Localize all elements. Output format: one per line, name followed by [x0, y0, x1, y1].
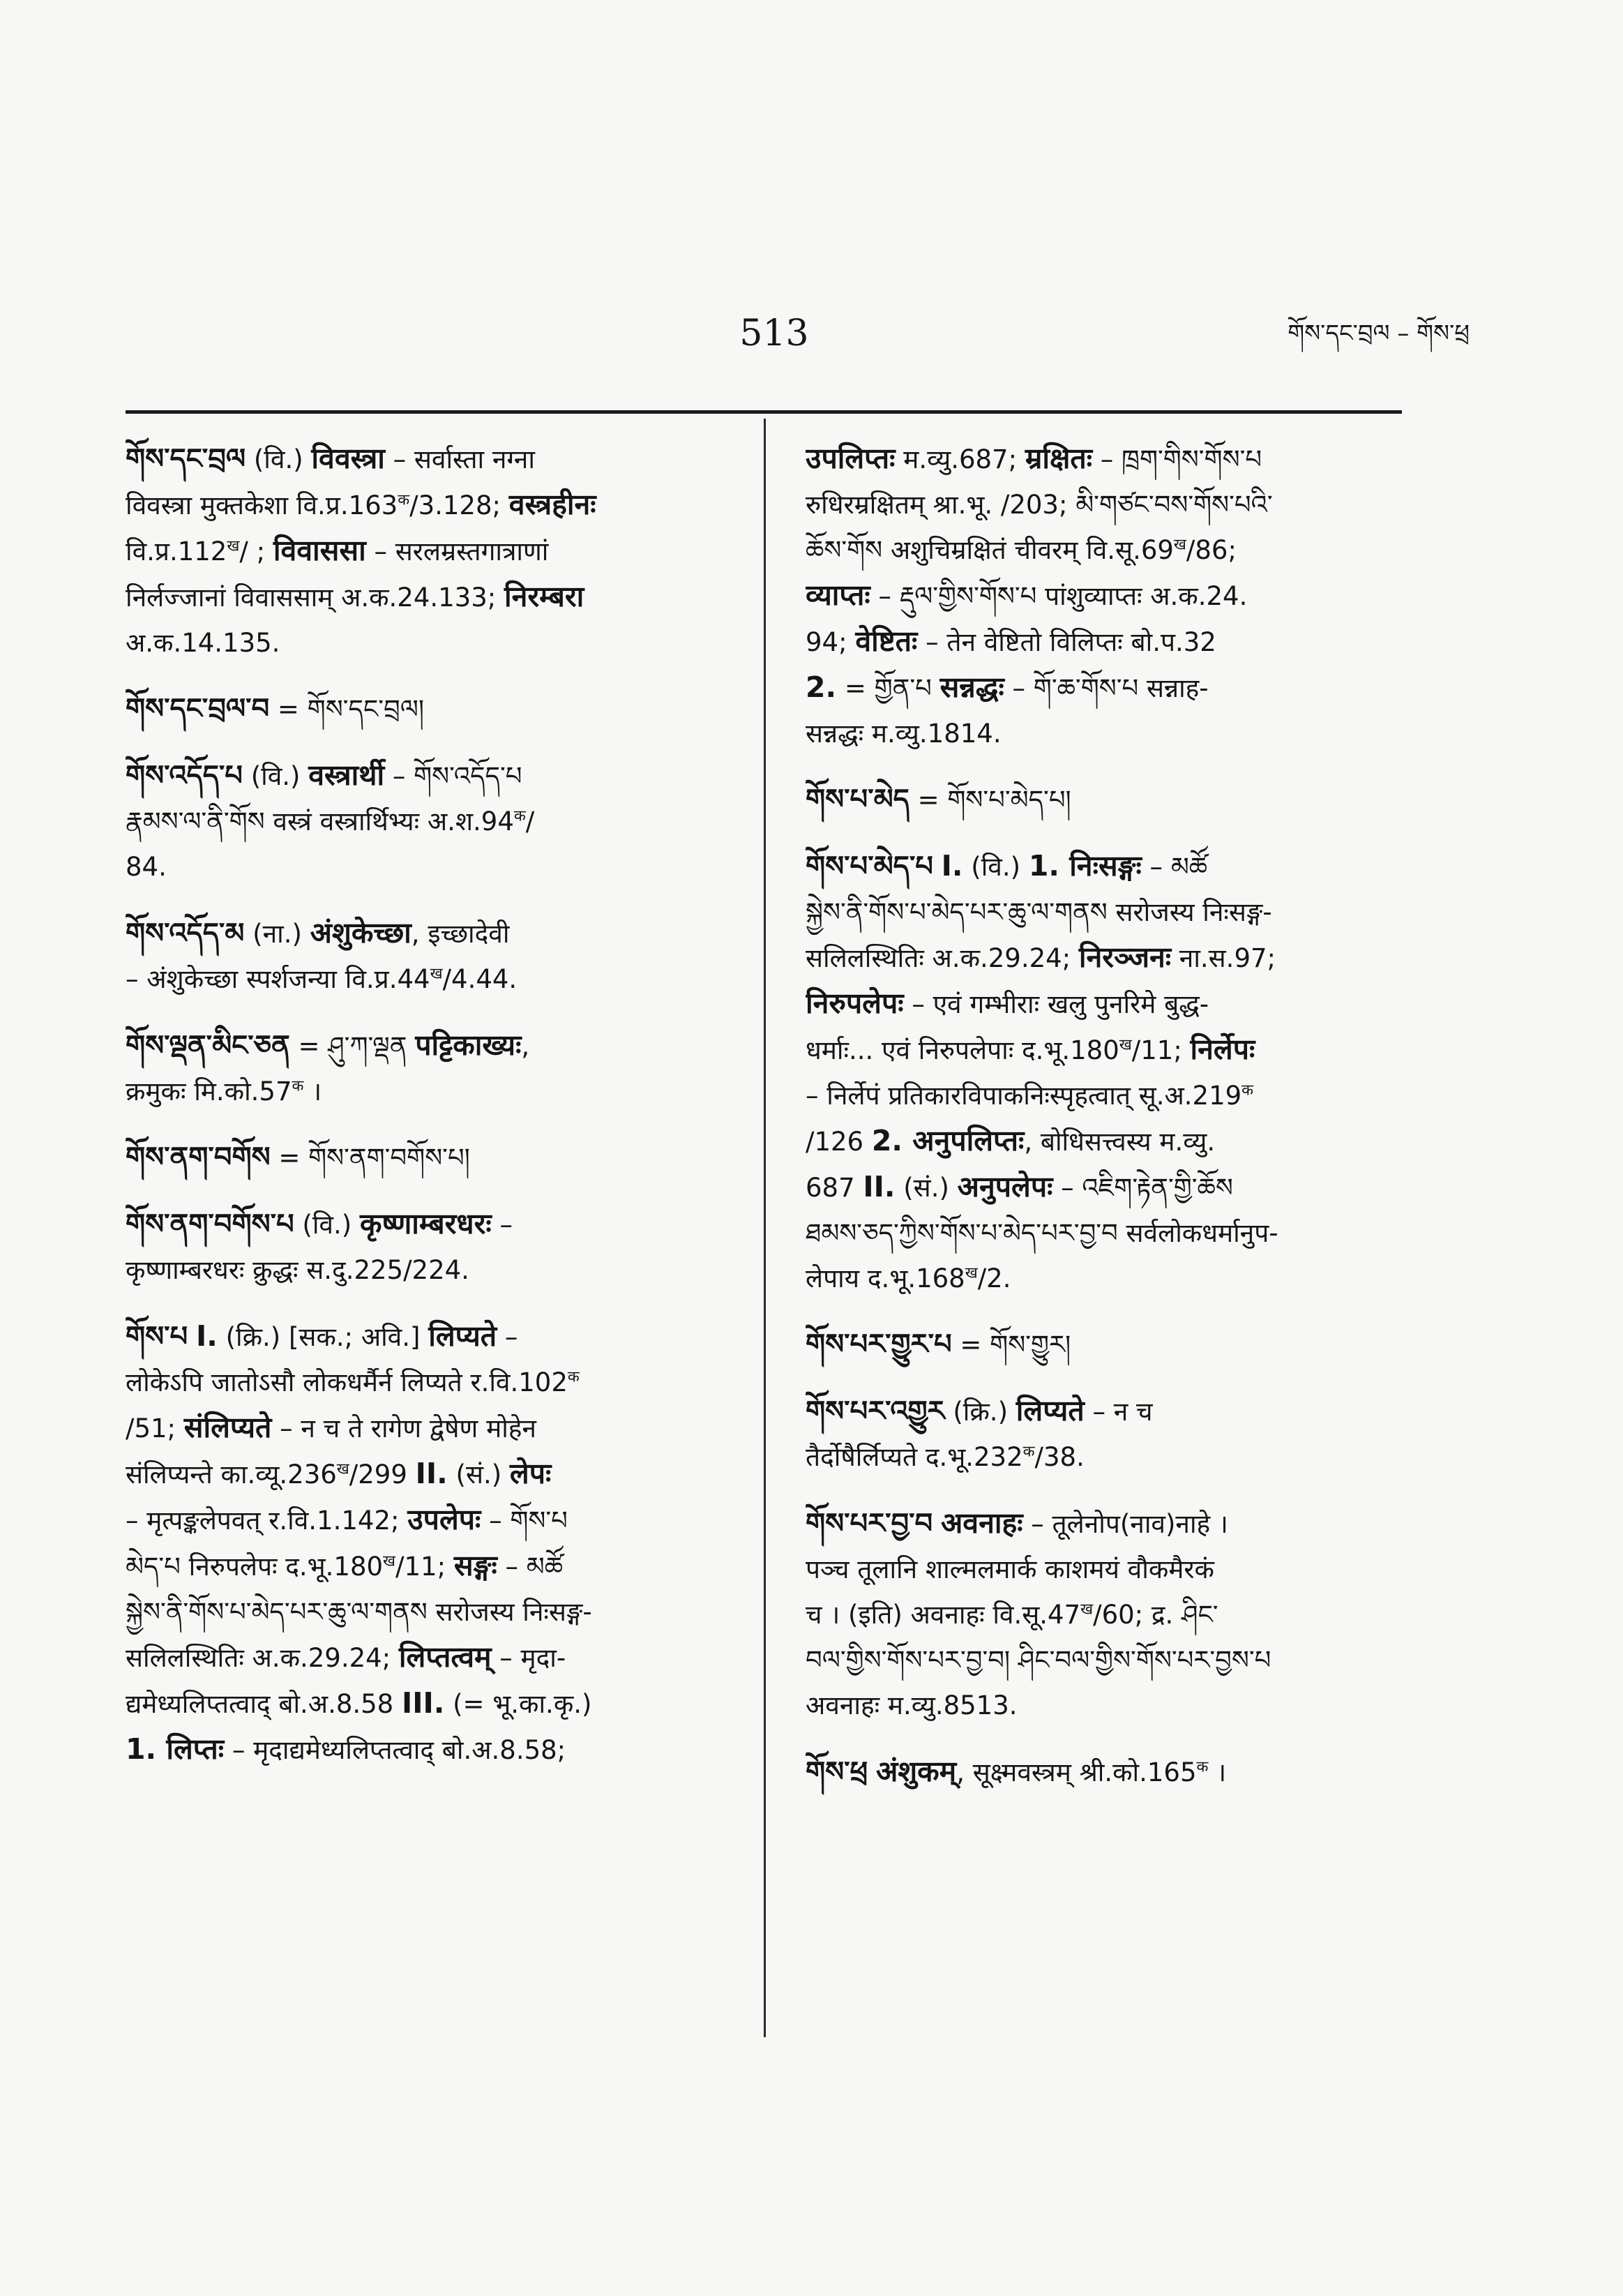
- sanskrit-equivalent: उपलिप्तः: [806, 442, 896, 475]
- entry-text: /86;: [1186, 535, 1237, 565]
- entry-headword: གོས་པ་མེད་པ: [806, 850, 933, 883]
- entry-text: सन्नद्धः म.व्यु.1814.: [806, 719, 1002, 749]
- entry-line: [806, 1592, 1405, 1637]
- sanskrit-equivalent: III.: [401, 1686, 445, 1720]
- entry-line: [806, 843, 1405, 890]
- folio-side-marker: ख: [1080, 1600, 1094, 1619]
- left-column: [126, 436, 722, 1794]
- sanskrit-equivalent: II.: [415, 1457, 448, 1490]
- entry-line: [806, 1637, 1405, 1683]
- entry-line: [806, 1027, 1405, 1073]
- entry-line: [126, 1405, 722, 1451]
- entry-text: (वि.): [253, 444, 312, 474]
- entry-line: [126, 1360, 722, 1405]
- entry-text: – तूलेनोप(नाव)नाहे ।: [1022, 1509, 1228, 1539]
- entry-line: [126, 528, 722, 574]
- entry-text: –: [497, 1322, 518, 1352]
- dictionary-entry: [806, 1322, 1405, 1367]
- folio-side-marker: ख: [336, 1460, 349, 1478]
- entry-text: /126: [806, 1127, 872, 1157]
- entry-text: – འཇིག་རྟེན་གྱི་ཆོས: [1052, 1173, 1233, 1203]
- folio-side-marker: क: [513, 807, 526, 825]
- entry-text: = གོས་གྱུར།: [960, 1330, 1071, 1360]
- entry-text: = ཤུ་ཀ་ལྡན: [298, 1031, 416, 1061]
- entry-line: [806, 1118, 1405, 1164]
- entry-text: – मृदा-: [491, 1643, 566, 1673]
- entry-text: རྣམས་ལ་ནི་གོས वस्त्रं वस्त्रार्थिभ्यः अ.श.94: [126, 806, 514, 836]
- entry-text: = གོས་དང་བྲལ།: [277, 694, 425, 724]
- entry-text: /4.44.: [442, 964, 518, 994]
- sanskrit-equivalent: 2. अनुपलिप्तः: [871, 1124, 1025, 1157]
- entry-line: [126, 1023, 722, 1069]
- entry-headword: གོས་པར་འགྱུར: [806, 1395, 945, 1427]
- sanskrit-equivalent: संलिप्यते: [183, 1411, 272, 1444]
- entry-text: सलिलस्थितिः अ.क.29.24;: [806, 943, 1079, 973]
- entry-text: (क्रि.) [सक.; अवि.]: [217, 1322, 429, 1352]
- dictionary-entry: [806, 436, 1405, 756]
- entry-text: – གོས་པ: [481, 1506, 568, 1536]
- entry-text: लेपाय द.भू.168: [806, 1263, 965, 1293]
- sanskrit-equivalent: अंशुकेच्छा: [310, 916, 412, 950]
- entry-line: [806, 1073, 1405, 1118]
- entry-text: ना.स.97;: [1171, 943, 1276, 973]
- entry-line: [126, 436, 722, 482]
- sanskrit-equivalent: 1. लिप्तः: [126, 1732, 225, 1766]
- sanskrit-equivalent: लिप्यते: [1016, 1394, 1085, 1427]
- dictionary-entry: [126, 910, 722, 1002]
- entry-text: – རྡུལ་གྱིས་གོས་པ पांशुव्याप्तः अ.क.24.: [870, 581, 1248, 611]
- entry-line: [126, 574, 722, 620]
- sanskrit-equivalent: सन्नद्धः: [939, 670, 1004, 704]
- entry-line: [126, 482, 722, 528]
- entry-text: ཆོས་གོས अशुचिम्रक्षितं चीवरम् वि.सू.69: [806, 535, 1174, 565]
- dictionary-entry: [806, 843, 1405, 1301]
- entry-text: /2.: [977, 1263, 1011, 1293]
- entry-line: [126, 1247, 722, 1293]
- entry-line: [126, 686, 722, 732]
- folio-side-marker: क: [398, 491, 410, 509]
- sanskrit-equivalent: अवनाहः: [940, 1506, 1023, 1540]
- entry-text: – མཚོ: [497, 1552, 564, 1582]
- entry-line: [126, 1543, 722, 1589]
- entry-line: [806, 1501, 1405, 1547]
- dictionary-entry: [806, 1501, 1405, 1728]
- entry-line: [806, 1210, 1405, 1256]
- sanskrit-equivalent: विवस्त्रा: [311, 442, 385, 475]
- entry-text: वि.प्र.112: [126, 537, 227, 567]
- entry-line: [126, 1314, 722, 1360]
- entry-text: ।: [303, 1076, 322, 1106]
- dictionary-entry: [126, 753, 722, 890]
- sanskrit-equivalent: लिप्तत्वम्: [398, 1640, 492, 1674]
- entry-text: निर्लज्जानां विवाससाम् अ.क.24.133;: [126, 583, 504, 613]
- folio-side-marker: ख: [1173, 536, 1186, 554]
- entry-text: /51;: [126, 1413, 184, 1443]
- entry-headword: གོས་འདོད་པ: [126, 760, 243, 792]
- entry-line: [806, 436, 1405, 482]
- entry-text: ,: [521, 1031, 530, 1061]
- sanskrit-equivalent: म्रक्षितः: [1025, 442, 1093, 475]
- entry-text: (क्रि.): [953, 1397, 1016, 1427]
- folio-side-marker: ख: [430, 965, 443, 983]
- entry-text: – གོས་འདོད་པ: [384, 761, 522, 791]
- entry-text: བལ་གྱིས་གོས་པར་བྱ་བ། ཤིང་བལ་གྱིས་གོས་པར་བྱས་པ: [806, 1645, 1271, 1675]
- entry-text: म.व्यु.687;: [895, 444, 1025, 474]
- sanskrit-equivalent: अनुपलेपः: [957, 1170, 1053, 1203]
- entry-line: [126, 1451, 722, 1497]
- column-divider: [764, 419, 766, 2037]
- entry-text: /3.128;: [409, 490, 509, 520]
- sanskrit-equivalent: वेष्टितः: [855, 624, 918, 658]
- entry-text: (ना.): [252, 919, 310, 949]
- dictionary-entry: [806, 1388, 1405, 1480]
- entry-text: – མཚོ: [1141, 852, 1208, 882]
- sanskrit-equivalent: अंशुकम्: [875, 1755, 957, 1788]
- sanskrit-equivalent: I.: [941, 849, 963, 883]
- entry-text: /: [525, 806, 535, 836]
- sanskrit-equivalent: निरञ्जनः: [1078, 940, 1172, 974]
- entry-text: संलिप्यन्ते का.व्यू.236: [126, 1460, 337, 1490]
- entry-text: སྐྱེས་ནི་གོས་པ་མེད་པར་ཆུ་ལ་གནས सरोजस्य निःसङ्ग-: [806, 897, 1272, 927]
- sanskrit-equivalent: व्याप्तः: [806, 578, 870, 612]
- entry-line: [126, 799, 722, 844]
- entry-text: མེད་པ निरुपलेपः द.भू.180: [126, 1552, 384, 1582]
- entry-headword: གོས་པར་བྱ་བ: [806, 1508, 933, 1540]
- entry-text: , बोधिसत्त्वस्य म.व्यु.: [1024, 1127, 1216, 1157]
- folio-side-marker: ख: [227, 537, 240, 555]
- entry-text: लोकेऽपि जातोऽसौ लोकधर्मैर्न लिप्यते र.वि.102: [126, 1367, 568, 1397]
- sanskrit-equivalent: सङ्गः: [453, 1549, 497, 1582]
- entry-text: –: [491, 1210, 513, 1240]
- entry-text: /299: [349, 1460, 416, 1490]
- entry-text: (वि.): [302, 1210, 360, 1240]
- dictionary-entry: [806, 1749, 1405, 1795]
- right-column: [806, 436, 1405, 1816]
- entry-line: [806, 1749, 1405, 1795]
- sanskrit-equivalent: वस्त्रार्थी: [308, 758, 385, 792]
- entry-text: /11;: [395, 1552, 454, 1582]
- sanskrit-equivalent: 2.: [806, 670, 837, 704]
- sanskrit-equivalent: निर्लेपः: [1190, 1033, 1255, 1066]
- entry-line: [126, 1589, 722, 1635]
- entry-text: /11;: [1131, 1035, 1191, 1065]
- sanskrit-equivalent: I.: [195, 1319, 218, 1353]
- folio-side-marker: ख: [1119, 1036, 1132, 1054]
- entry-line: [806, 1547, 1405, 1592]
- entry-text: 687: [806, 1173, 863, 1203]
- sanskrit-equivalent: निरम्बरा: [504, 580, 584, 613]
- entry-headword: གོས་པར་གྱུར་པ: [806, 1328, 952, 1360]
- entry-text: = གྱོན་པ: [836, 673, 940, 703]
- entry-line: [126, 1635, 722, 1681]
- entry-text: – तेन वेष्टितो विलिप्तः बो.प.32: [917, 627, 1216, 657]
- entry-line: [806, 619, 1405, 665]
- sanskrit-equivalent: लेपः: [509, 1457, 552, 1490]
- entry-text: – मृत्पङ्कलेपवत् र.वि.1.142;: [126, 1506, 408, 1536]
- entry-text: सलिलस्थितिः अ.क.29.24;: [126, 1643, 399, 1673]
- entry-line: [806, 482, 1405, 527]
- entry-text: द्यमेध्यलिप्तत्वाद् बो.अ.8.58: [126, 1689, 402, 1719]
- sanskrit-equivalent: 1. निःसङ्गः: [1028, 849, 1142, 883]
- running-head: གོས་དང་བྲལ – གོས་ཕྲ: [1288, 320, 1470, 347]
- folio-side-marker: क: [1241, 1081, 1254, 1100]
- entry-line: [126, 956, 722, 1002]
- sanskrit-equivalent: पट्टिकाख्यः: [415, 1028, 522, 1062]
- dictionary-entry: [126, 1135, 722, 1180]
- entry-text: /60; द्र. ཤིང་: [1093, 1600, 1218, 1630]
- entry-text: च । (इति) अवनाहः वि.सू.47: [806, 1600, 1081, 1630]
- entry-text: क्रमुकः मि.को.57: [126, 1076, 292, 1106]
- entry-line: [806, 981, 1405, 1027]
- entry-text: = གོས་པ་མེད་པ།: [917, 785, 1071, 815]
- entry-headword: གོས་ནག་བགོས: [126, 1141, 271, 1173]
- entry-text: – सर्वास्ता नग्ना: [384, 444, 535, 474]
- entry-text: अ.क.14.135.: [126, 628, 280, 658]
- entry-text: = གོས་ནག་བགོས་པ།: [278, 1143, 470, 1173]
- entry-line: [126, 1681, 722, 1727]
- header-rule: [126, 410, 1402, 414]
- entry-line: [806, 573, 1405, 619]
- entry-text: – ཁྲག་གིས་གོས་པ: [1092, 444, 1262, 474]
- entry-headword: གོས་ནག་བགོས་པ: [126, 1208, 294, 1240]
- entry-line: [126, 844, 722, 890]
- entry-headword: གོས་པ་མེད: [806, 783, 909, 816]
- dictionary-entry: [126, 436, 722, 666]
- folio-side-marker: क: [1022, 1443, 1035, 1461]
- sanskrit-equivalent: कृष्णाम्बरधरः: [359, 1207, 492, 1240]
- sanskrit-equivalent: निरुपलेपः: [806, 986, 904, 1020]
- entry-headword: གོས་ལྡན་མིང་ཅན: [126, 1030, 290, 1062]
- entry-line: [126, 1135, 722, 1180]
- entry-text: , इच्छादेवी: [411, 919, 510, 949]
- entry-line: [806, 1683, 1405, 1728]
- entry-line: [126, 1201, 722, 1247]
- entry-line: [806, 1322, 1405, 1367]
- entry-line: [126, 1497, 722, 1543]
- entry-text: तैर्दोषैर्लिप्यते द.भू.232: [806, 1442, 1023, 1472]
- entry-headword: གོས་ཕྲ: [806, 1756, 868, 1788]
- entry-line: [806, 665, 1405, 711]
- entry-text: /38.: [1034, 1442, 1085, 1472]
- entry-text: / ;: [239, 537, 273, 567]
- dictionary-entry: [126, 1023, 722, 1114]
- folio-side-marker: क: [1196, 1758, 1209, 1776]
- entry-line: [806, 1164, 1405, 1210]
- entry-headword: གོས་དང་བྲལ་བ: [126, 693, 270, 725]
- dictionary-entry: [806, 777, 1405, 823]
- folio-side-marker: क: [567, 1368, 580, 1386]
- entry-line: [806, 1434, 1405, 1480]
- folio-side-marker: ख: [965, 1264, 978, 1282]
- entry-text: पञ्च तूलानि शाल्मलमार्क काशमयं वौकमैरकं: [806, 1554, 1214, 1584]
- entry-text: (वि.): [963, 852, 1029, 882]
- entry-line: [126, 620, 722, 666]
- entry-line: [806, 935, 1405, 981]
- entry-text: – अंशुकेच्छा स्पर्शजन्या वि.प्र.44: [126, 964, 430, 994]
- entry-headword: གོས་དང་བྲལ: [126, 443, 246, 475]
- entry-text: – न च ते रागेण द्वेषेण मोहेन: [271, 1413, 536, 1443]
- entry-text: སྐྱེས་ནི་གོས་པ་མེད་པར་ཆུ་ལ་གནས सरोजस्य निःसङ्ग-: [126, 1597, 592, 1627]
- folio-side-marker: ख: [383, 1552, 396, 1570]
- entry-text: – निर्लेपं प्रतिकारविपाकनिःस्पृहत्वात् सू.अ.219: [806, 1081, 1242, 1111]
- entry-text: – न च: [1084, 1397, 1153, 1427]
- entry-headword: གོས་པ: [126, 1321, 188, 1353]
- entry-text: – सरलम्रस्तगात्राणां: [365, 537, 549, 567]
- entry-text: रुधिरम्रक्षितम् श्रा.भू. /203; མི་གཙང་བས་གོས་པའི་: [806, 490, 1273, 520]
- sanskrit-equivalent: उपलेपः: [407, 1503, 481, 1536]
- entry-line: [806, 890, 1405, 935]
- page-number: 513: [739, 313, 809, 354]
- entry-text: 94;: [806, 627, 856, 657]
- entry-line: [806, 1388, 1405, 1434]
- entry-text: 84.: [126, 852, 167, 882]
- dictionary-entry: [126, 1314, 722, 1773]
- entry-line: [126, 1069, 722, 1114]
- entry-text: (सं.): [895, 1173, 958, 1203]
- entry-line: [806, 711, 1405, 756]
- entry-text: विवस्त्रा मुक्तकेशा वि.प्र.163: [126, 490, 398, 520]
- sanskrit-equivalent: विवाससा: [273, 534, 366, 567]
- entry-text: कृष्णाम्बरधरः क्रुद्धः स.दु.225/224.: [126, 1255, 469, 1285]
- entry-text: (= भू.का.कृ.): [444, 1689, 592, 1719]
- entry-line: [806, 527, 1405, 573]
- entry-line: [806, 1256, 1405, 1301]
- entry-text: (सं.): [447, 1460, 510, 1490]
- entry-line: [806, 777, 1405, 823]
- entry-text: – एवं गम्भीराः खलु पुनरिमे बुद्ध-: [903, 989, 1209, 1019]
- entry-line: [126, 1727, 722, 1773]
- entry-text: – मृदाद्यमेध्यलिप्तत्वाद् बो.अ.8.58;: [224, 1735, 566, 1765]
- dictionary-entry: [126, 686, 722, 732]
- dictionary-entry: [126, 1201, 722, 1293]
- entry-headword: གོས་འདོད་མ: [126, 917, 245, 950]
- entry-text: (वि.): [250, 761, 309, 791]
- entry-text: – གོ་ཆ་གོས་པ सन्नाह-: [1004, 673, 1209, 703]
- entry-line: [126, 753, 722, 799]
- sanskrit-equivalent: वस्त्रहीनः: [508, 488, 596, 521]
- entry-text: ।: [1208, 1757, 1227, 1787]
- sanskrit-equivalent: लिप्यते: [428, 1319, 497, 1353]
- entry-text: , सूक्ष्मवस्त्रम् श्री.को.165: [956, 1757, 1197, 1787]
- entry-text: धर्माः... एवं निरुपलेपाः द.भू.180: [806, 1035, 1119, 1065]
- entry-text: अवनाहः म.व्यु.8513.: [806, 1690, 1018, 1720]
- sanskrit-equivalent: II.: [863, 1170, 896, 1203]
- entry-text: ཐམས་ཅད་ཀྱིས་གོས་པ་མེད་པར་བྱ་བ सर्वलोकधर्मानुप-: [806, 1218, 1278, 1248]
- folio-side-marker: क: [292, 1077, 304, 1095]
- entry-line: [126, 910, 722, 956]
